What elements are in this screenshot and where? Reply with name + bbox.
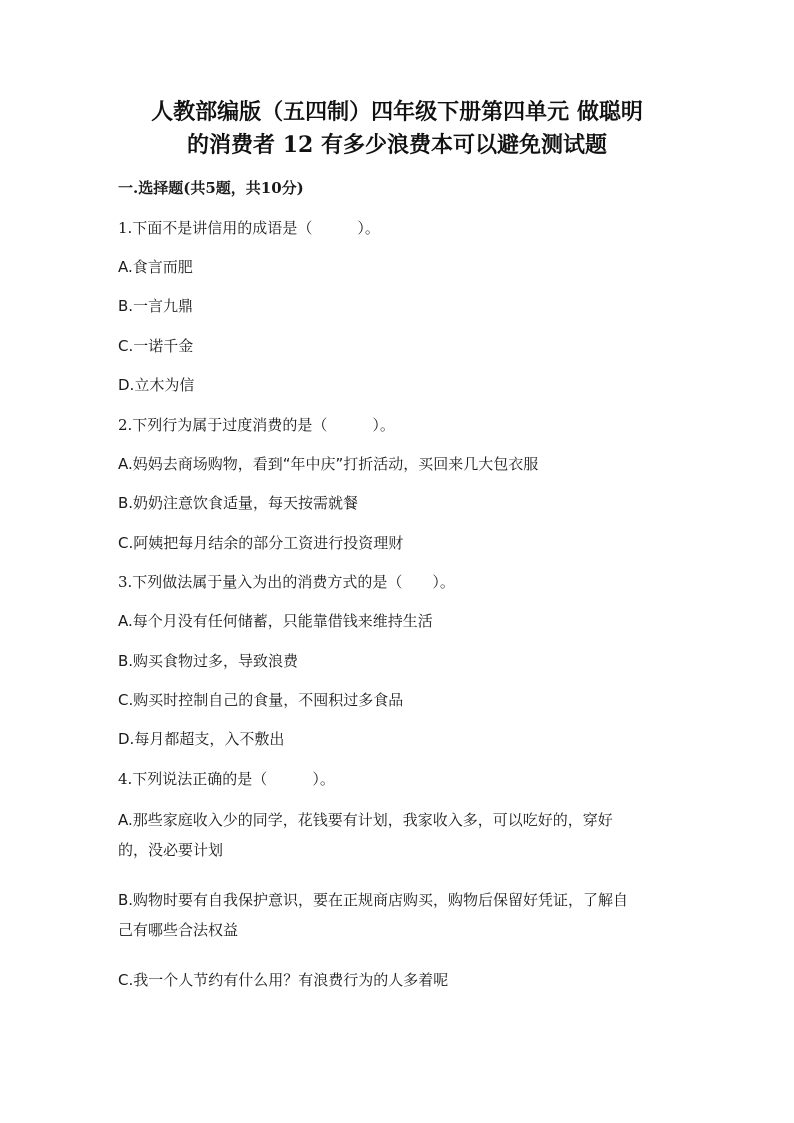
question-4-option-b-line-1: B.购物时要有自我保护意识，要在正规商店购买，购物后保留好凭证，了解自 — [118, 891, 629, 909]
question-1-option-d: D.立木为信 — [118, 376, 195, 394]
section-heading: 一.选择题(共5题，共10分) — [118, 179, 304, 197]
question-3-option-b: B.购买食物过多，导致浪费 — [118, 652, 299, 670]
question-1-option-c: C.一诺千金 — [118, 337, 194, 355]
question-1-option-a: A.食言而肥 — [118, 258, 193, 276]
question-4-option-b-line-2: 己有哪些合法权益 — [118, 921, 239, 939]
question-2-option-a: A.妈妈去商场购物，看到“年中庆”打折活动，买回来几大包衣服 — [118, 455, 539, 473]
question-4-option-a-line-2: 的，没必要计划 — [118, 841, 224, 859]
question-1-stem: 1.下面不是讲信用的成语是（ ）。 — [118, 219, 380, 237]
question-1-option-b: B.一言九鼎 — [118, 297, 194, 315]
question-4-stem: 4.下列说法正确的是（ ）。 — [118, 770, 335, 788]
page-title-line-1: 人教部编版（五四制）四年级下册第四单元 做聪明 — [151, 99, 643, 125]
question-2-option-c: C.阿姨把每月结余的部分工资进行投资理财 — [118, 534, 404, 552]
question-3-option-a: A.每个月没有任何储蓄，只能靠借钱来维持生活 — [118, 612, 433, 630]
question-4-option-c: C.我一个人节约有什么用？有浪费行为的人多着呢 — [118, 971, 449, 989]
question-4-option-a-line-1: A.那些家庭收入少的同学，花钱要有计划，我家收入多，可以吃好的，穿好 — [118, 811, 613, 829]
question-3-stem: 3.下列做法属于量入为出的消费方式的是（ ）。 — [118, 573, 455, 591]
page-title-line-2: 的消费者 12 有多少浪费本可以避免测试题 — [187, 132, 607, 158]
question-2-option-b: B.奶奶注意饮食适量，每天按需就餐 — [118, 494, 359, 512]
question-3-option-c: C.购买时控制自己的食量，不囤积过多食品 — [118, 691, 404, 709]
question-2-stem: 2.下列行为属于过度消费的是（ ）。 — [118, 416, 395, 434]
question-3-option-d: D.每月都超支，入不敷出 — [118, 730, 285, 748]
